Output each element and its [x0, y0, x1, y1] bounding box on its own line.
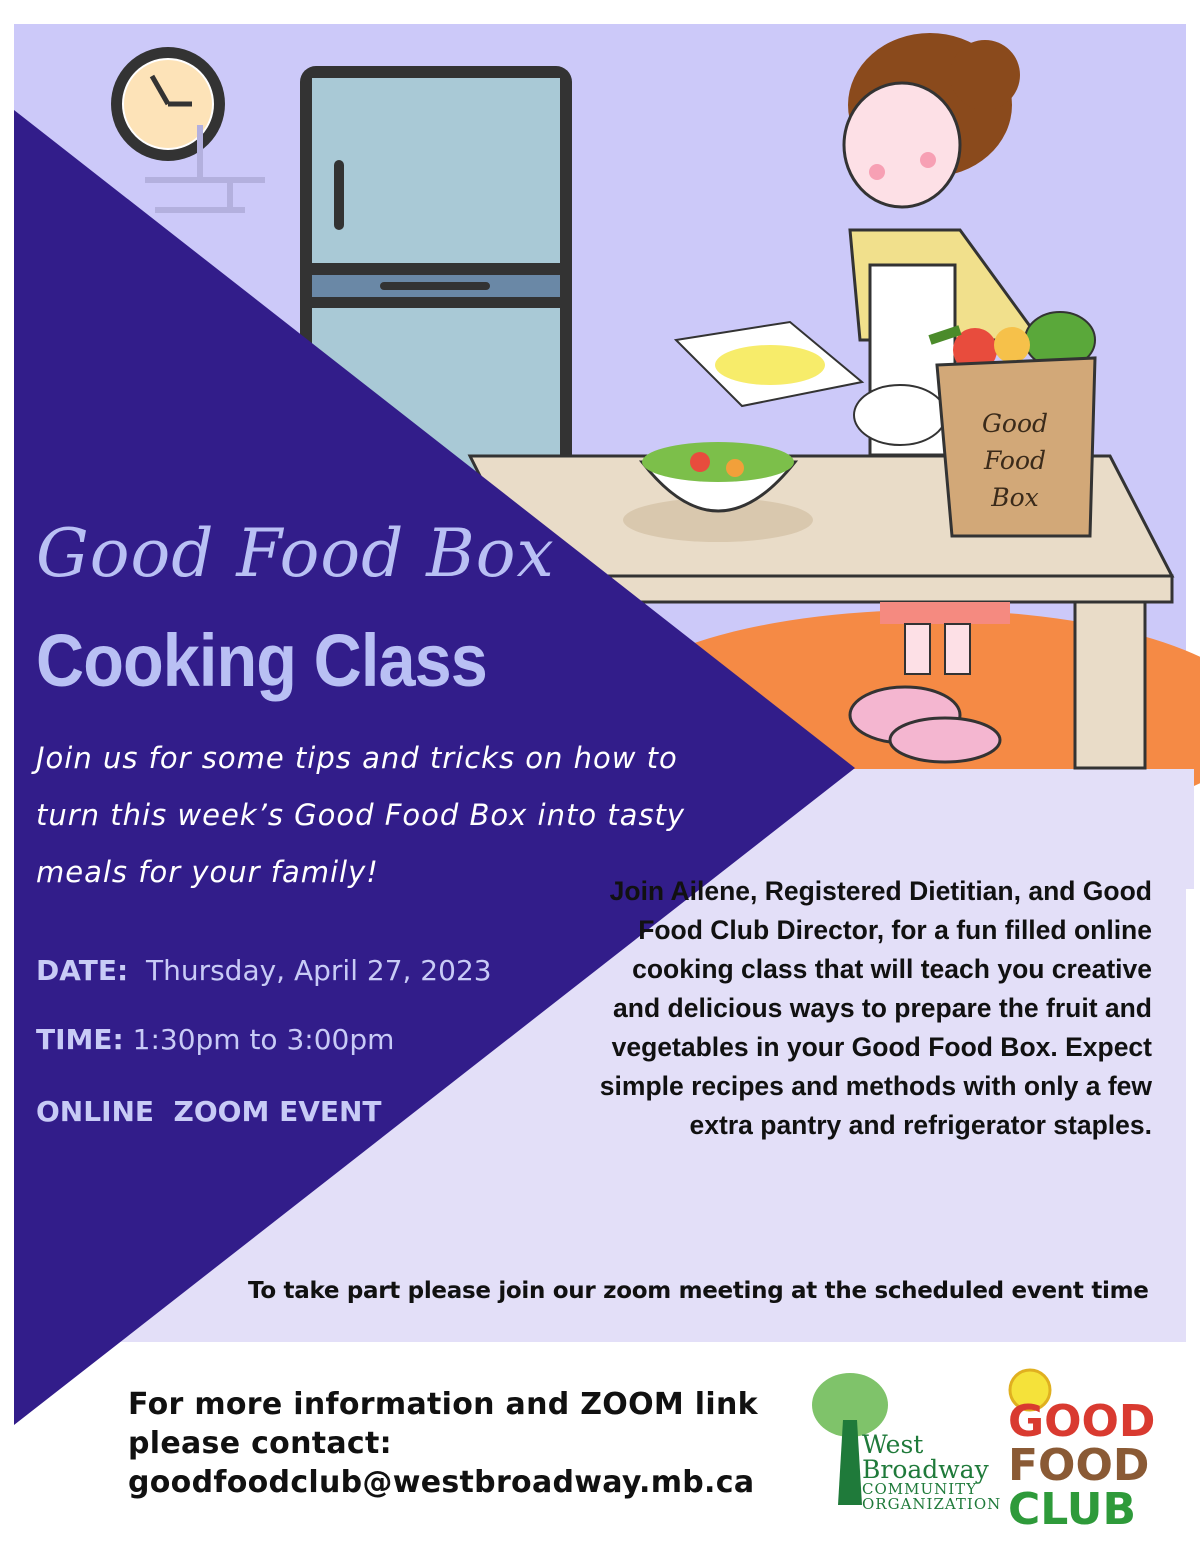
event-time: [36, 1023, 394, 1056]
contact-line-1: For more information and ZOOM link: [128, 1387, 758, 1422]
clock-icon: [111, 47, 225, 161]
event-description: Join Ailene, Registered Dietitian, and Good Food Club Director, for a fun filled online cooking class that will teach you creative and delicious ways to prepare the fruit and vegetables in your Good Food Box. Expect simple recipes and methods with only a few extra pantry and refrigerator staples.: [599, 876, 1152, 1140]
title-script: Good Food Box: [36, 515, 555, 592]
contact-email[interactable]: goodfoodclub@westbroadway.mb.ca: [128, 1465, 755, 1500]
contact-info: [128, 1385, 758, 1502]
west-broadway-logo: West Broadway COMMUNITY ORGANIZATION: [862, 1430, 1002, 1513]
time-value: 1:30pm to 3:00pm: [132, 1023, 395, 1056]
good-food-club-logo: GOOD FOOD CLUB: [1008, 1396, 1156, 1535]
event-date: [36, 954, 492, 987]
bag-label: Good Food Box: [981, 409, 1049, 512]
contact-line-2: please contact:: [128, 1426, 392, 1461]
tagline: Join us for some tips and tricks on how to turn this week’s Good Food Box into tasty meals for your family!: [36, 741, 686, 889]
page-title: Cooking Class: [36, 619, 487, 702]
time-label: TIME:: [36, 1023, 124, 1056]
take-part-note: To take part please join our zoom meeting at the scheduled event time: [248, 1278, 1149, 1304]
event-format: ONLINE ZOOM EVENT: [36, 1095, 382, 1128]
date-label: DATE:: [36, 954, 129, 987]
date-value: Thursday, April 27, 2023: [145, 954, 492, 987]
